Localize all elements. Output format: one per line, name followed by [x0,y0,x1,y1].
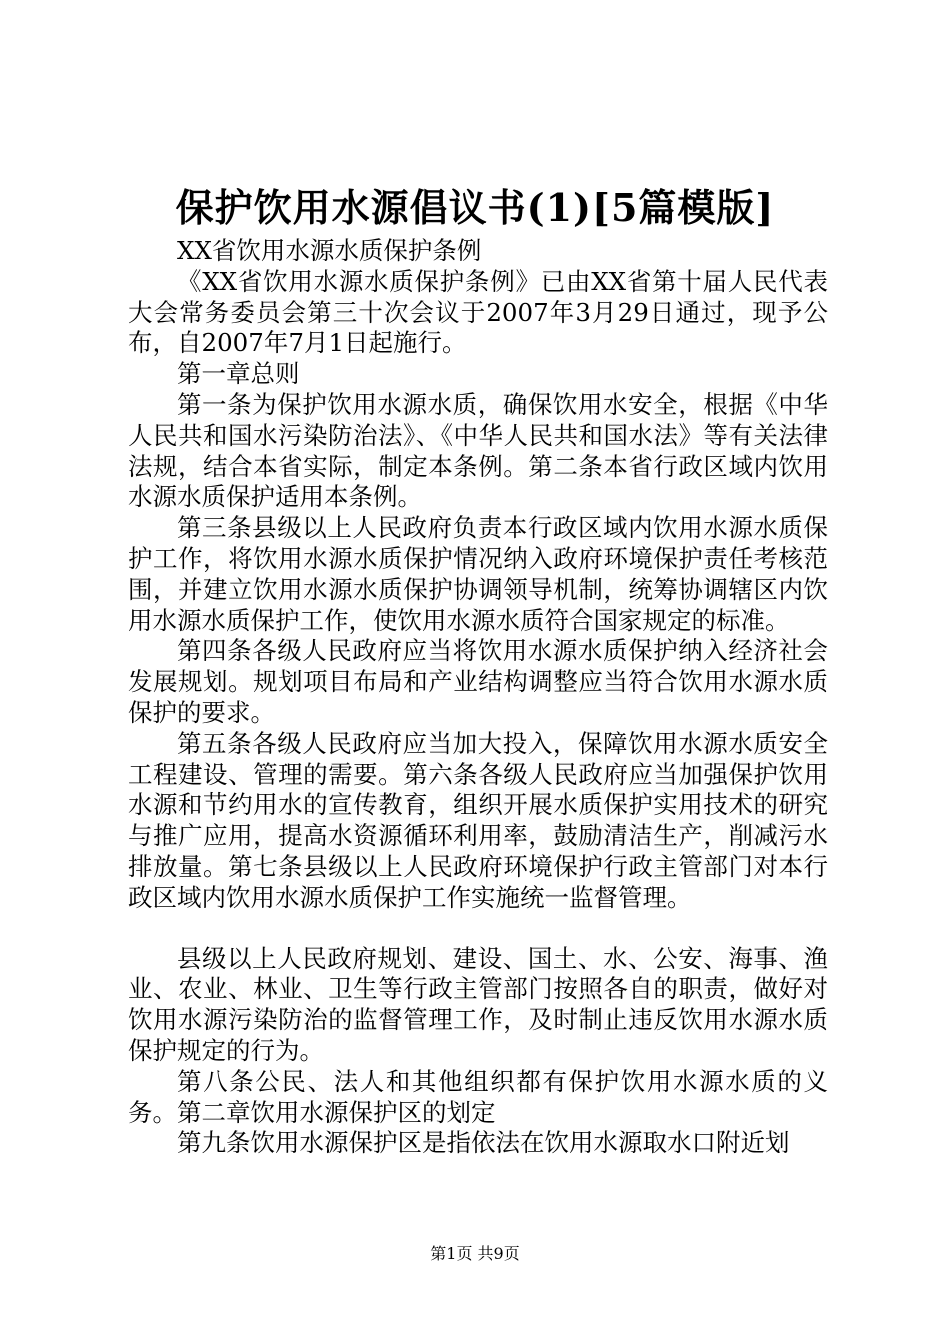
paragraph: 第五条各级人民政府应当加大投入，保障饮用水源水质安全工程建设、管理的需要。第六条各级人民政府应当加强保护饮用水源和节约用水的宣传教育，组织开展水质保护实用技术的研究与推广应用，提高水资源循环利用率，鼓励清洁生产，削减污水排放量。第七条县级以上人民政府环境保护行政主管部门对本行政区域内饮用水源水质保护工作实施统一监督管理。 [128,728,828,912]
paragraph: 第一条为保护饮用水源水质，确保饮用水安全，根据《中华人民共和国水污染防治法》、《中华人民共和国水法》等有关法律法规，结合本省实际，制定本条例。第二条本省行政区域内饮用水源水质保护适用本条例。 [128,389,828,512]
paragraph: 第八条公民、法人和其他组织都有保护饮用水源水质的义务。第二章饮用水源保护区的划定 [128,1066,828,1127]
paragraph: 《XX省饮用水源水质保护条例》已由XX省第十届人民代表大会常务委员会第三十次会议于2007年3月29日通过，现予公布，自2007年7月1日起施行。 [128,266,828,358]
document-title: 保护饮用水源倡议书(1)[5篇模版] [175,185,775,230]
document-body [128,236,828,1159]
page-number-footer: 第1页 共9页 [430,1244,520,1263]
paragraph: 第一章总则 [177,359,300,389]
paragraph: 第四条各级人民政府应当将饮用水源水质保护纳入经济社会发展规划。规划项目布局和产业结构调整应当符合饮用水源水质保护的要求。 [128,636,828,727]
paragraph: XX省饮用水源水质保护条例 [177,236,482,265]
paragraph: 第九条饮用水源保护区是指依法在饮用水源取水口附近划 [177,1128,790,1158]
paragraph: 县级以上人民政府规划、建设、国土、水、公安、海事、渔业、农业、林业、卫生等行政主管部门按照各自的职责，做好对饮用水源污染防治的监督管理工作，及时制止违反饮用水源水质保护规定的行为。 [128,943,828,1065]
paragraph: 第三条县级以上人民政府负责本行政区域内饮用水源水质保护工作，将饮用水源水质保护情况纳入政府环境保护责任考核范围，并建立饮用水源水质保护协调领导机制，统筹协调辖区内饮用水源水质保护工作，使饮用水源水质符合国家规定的标准。 [128,513,828,635]
